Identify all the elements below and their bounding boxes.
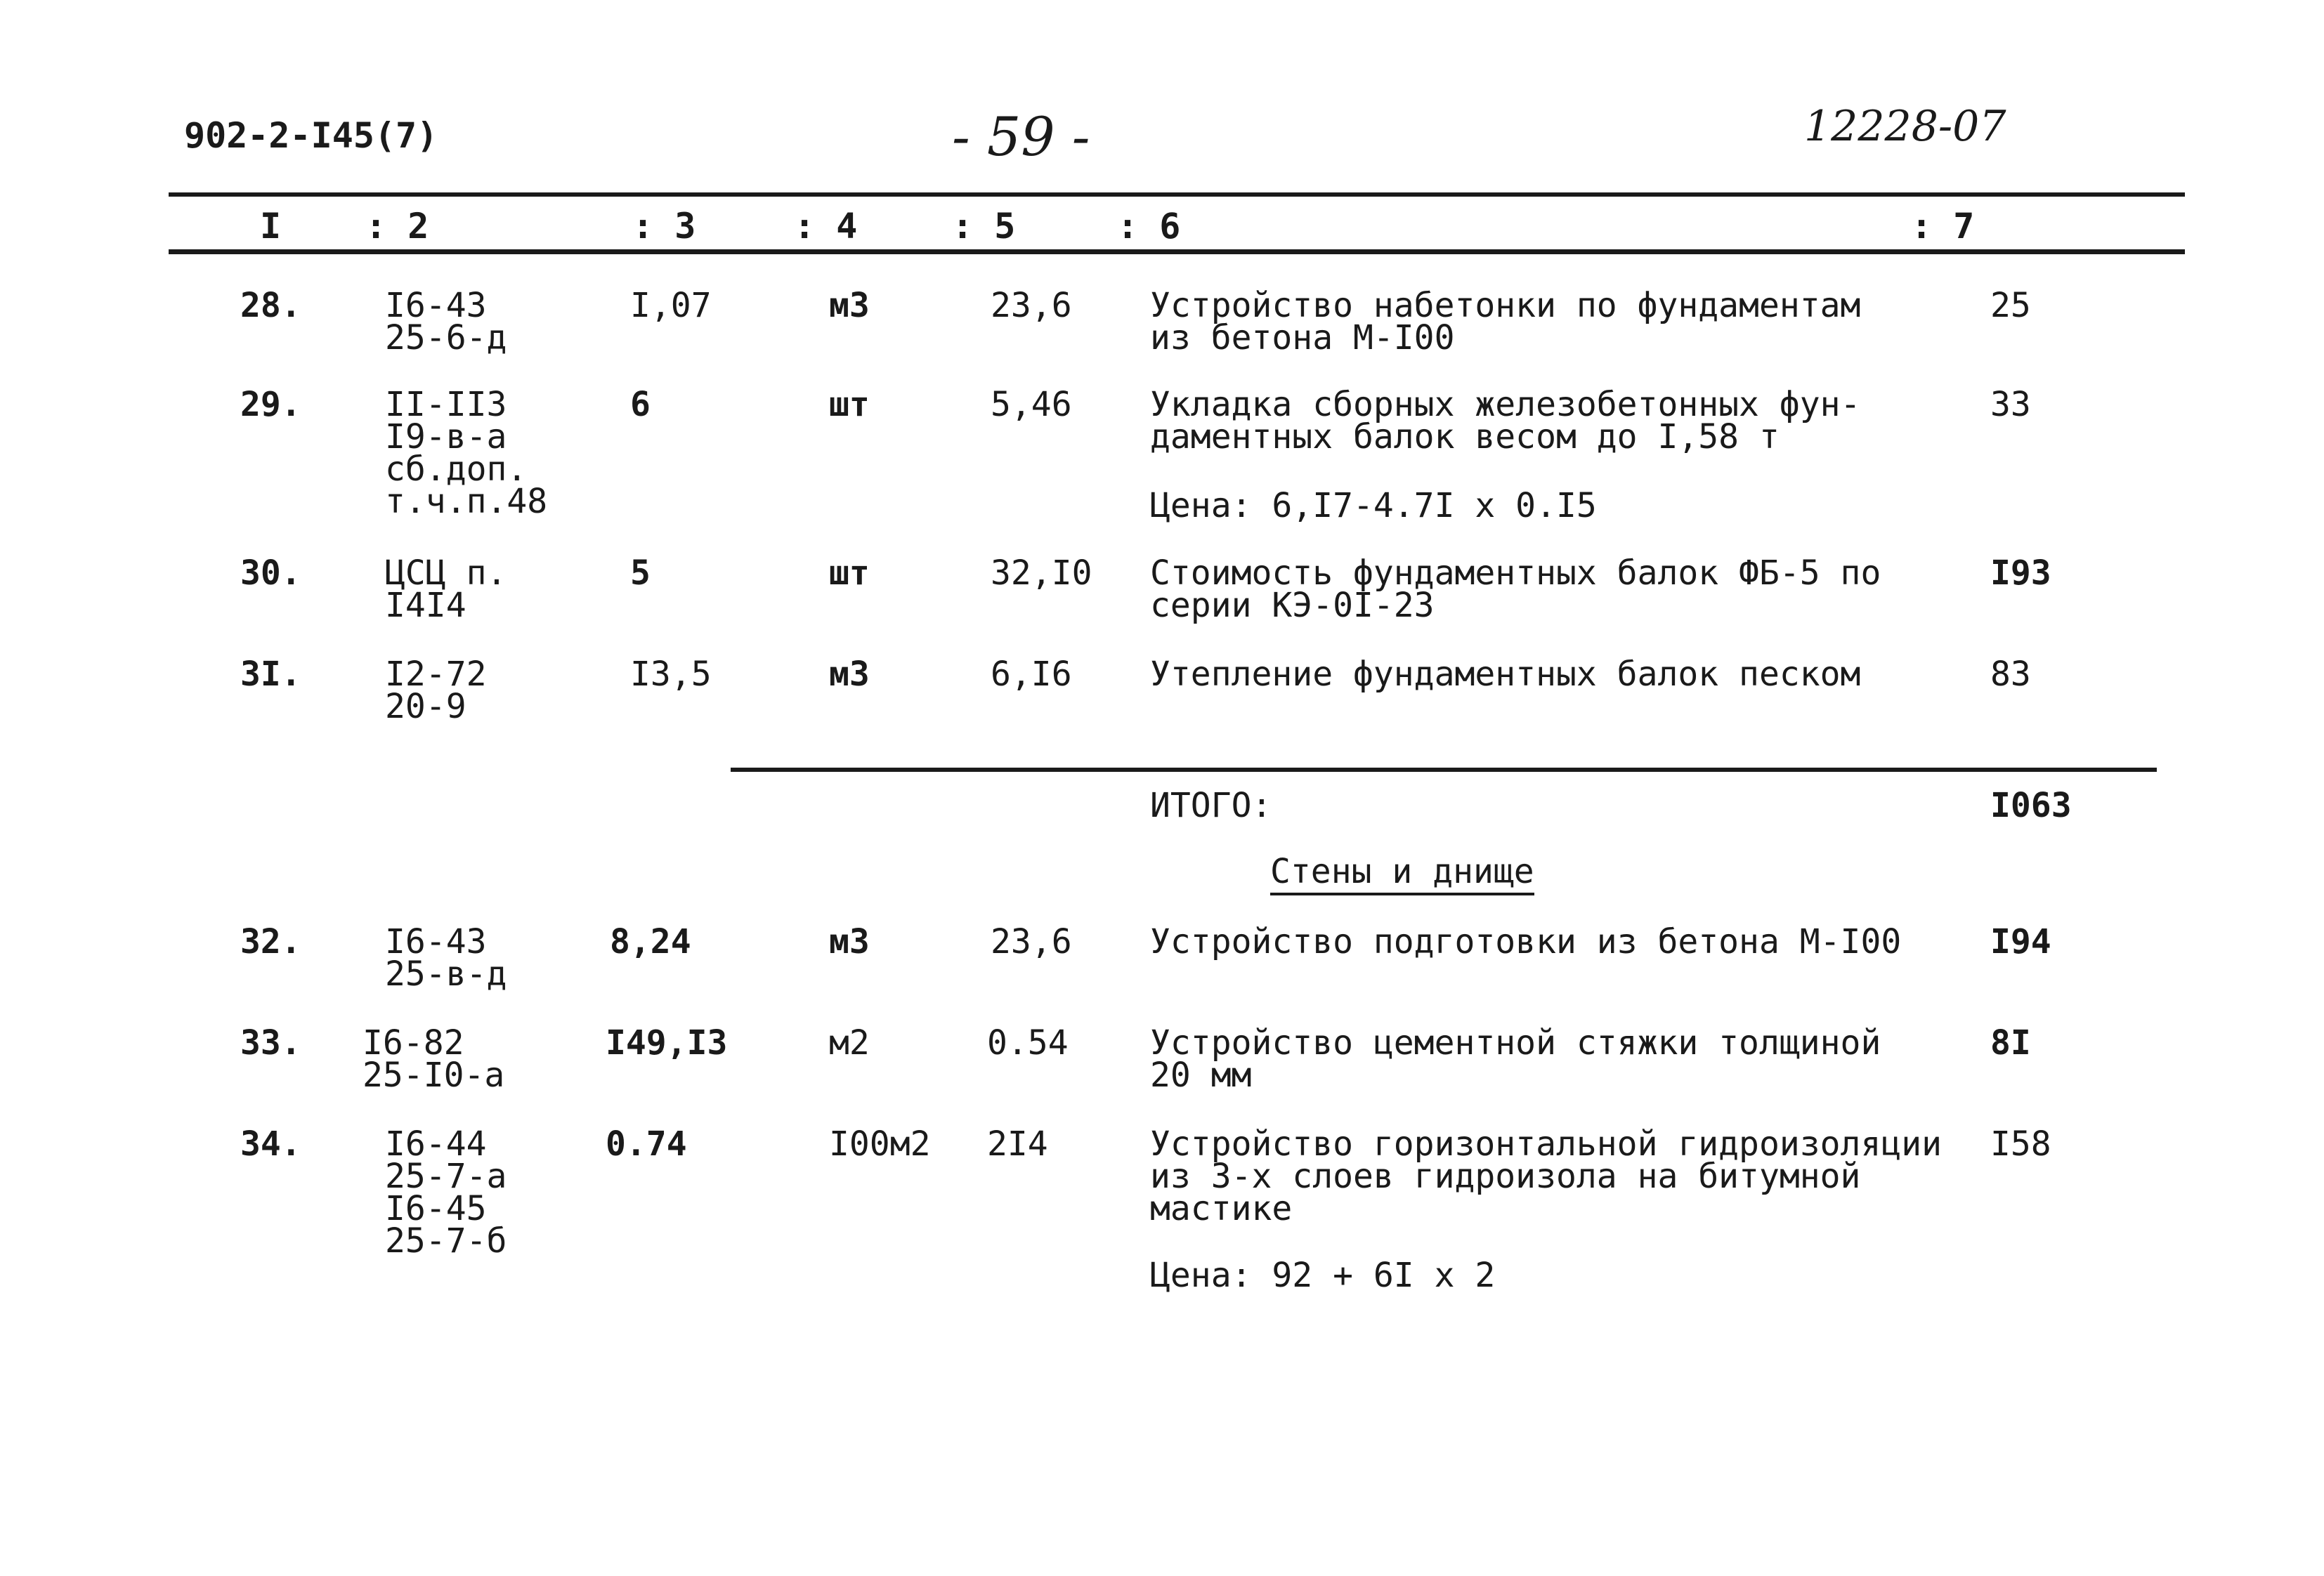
table-header-rule — [169, 249, 2185, 254]
column-header-5: : 5 — [952, 206, 1016, 247]
section-title — [1270, 852, 1534, 891]
row-number: 3I. — [240, 655, 301, 694]
row-number: 34. — [240, 1124, 301, 1164]
row-total: 8I — [1990, 1023, 2031, 1063]
row-code: I6-44 25-7-а I6-45 25-7-б — [385, 1124, 507, 1261]
column-header-3: : 3 — [632, 206, 696, 247]
row-description: Устройство набетонки по фундаментам из бетона М-I00 — [1150, 286, 1861, 357]
row-price: 23,6 — [991, 922, 1072, 961]
row-description: Устройство горизонтальной гидроизоляции из 3-х слоев гидроизола на битумной мастике — [1150, 1124, 1943, 1228]
row-description: Устройство подготовки из бетона М-I00 — [1150, 922, 1902, 961]
row-quantity: 5 — [630, 553, 651, 593]
row-code: I6-82 25-I0-а — [363, 1023, 505, 1095]
row-price: 32,I0 — [991, 553, 1092, 593]
row-number: 30. — [240, 553, 301, 593]
row-price-note: Цена: 92 + 6I x 2 — [1150, 1256, 1496, 1295]
column-header-6: : 6 — [1117, 206, 1181, 247]
row-number: 29. — [240, 385, 301, 424]
row-quantity: I49,I3 — [606, 1023, 728, 1063]
row-price-note: Цена: 6,I7-4.7I x 0.I5 — [1150, 486, 1597, 525]
row-price: 5,46 — [991, 385, 1072, 424]
row-unit: м3 — [829, 922, 870, 961]
row-code: I6-43 25-6-д — [385, 286, 507, 357]
row-price: 23,6 — [991, 286, 1072, 325]
row-code: I2-72 20-9 — [385, 655, 487, 726]
row-total: I58 — [1990, 1124, 2051, 1164]
row-unit: I00м2 — [829, 1124, 931, 1164]
document-number: 12228-07 — [1804, 102, 2006, 151]
row-code: II-II3 I9-в-а сб.доп. т.ч.п.48 — [385, 385, 548, 521]
row-description: Утепление фундаментных балок песком — [1150, 655, 1861, 694]
row-unit: м3 — [829, 655, 870, 694]
column-header-4: : 4 — [794, 206, 858, 247]
row-price: 0.54 — [987, 1023, 1069, 1063]
row-unit: м3 — [829, 286, 870, 325]
column-header-1: I — [260, 206, 282, 247]
row-quantity: 8,24 — [610, 922, 691, 961]
row-quantity: I3,5 — [630, 655, 712, 694]
row-unit: м2 — [829, 1023, 870, 1063]
row-total: 33 — [1990, 385, 2031, 424]
subtotal-label: ИТОГО: — [1150, 786, 1272, 825]
row-description: Стоимость фундаментных балок ФБ-5 по серии КЭ-0I-23 — [1150, 553, 1881, 625]
row-total: I94 — [1990, 922, 2051, 961]
row-quantity: 0.74 — [606, 1124, 687, 1164]
row-total: 83 — [1990, 655, 2031, 694]
row-total: 25 — [1990, 286, 2031, 325]
row-description: Укладка сборных железобетонных фун- даментных балок весом до I,58 т — [1150, 385, 1861, 457]
section-title-text: Стены и днище — [1270, 852, 1534, 895]
row-code: ЦСЦ п. I4I4 — [385, 553, 507, 625]
column-header-2: : 2 — [365, 206, 429, 247]
column-header-7: : 7 — [1911, 206, 1975, 247]
row-price: 6,I6 — [991, 655, 1072, 694]
subtotal-value: I063 — [1990, 786, 2072, 825]
table-top-rule — [169, 192, 2185, 197]
row-unit: шт — [829, 553, 870, 593]
subtotal-rule — [731, 768, 2157, 772]
row-code: I6-43 25-в-д — [385, 922, 507, 994]
row-quantity: 6 — [630, 385, 651, 424]
row-price: 2I4 — [987, 1124, 1048, 1164]
page-number: - 59 - — [952, 105, 1090, 168]
row-quantity: I,07 — [630, 286, 712, 325]
row-description: Устройство цементной стяжки толщиной 20 мм — [1150, 1023, 1881, 1095]
row-number: 32. — [240, 922, 301, 961]
document-code: 902-2-I45(7) — [184, 115, 438, 156]
row-number: 33. — [240, 1023, 301, 1063]
row-unit: шт — [829, 385, 870, 424]
row-total: I93 — [1990, 553, 2051, 593]
row-number: 28. — [240, 286, 301, 325]
